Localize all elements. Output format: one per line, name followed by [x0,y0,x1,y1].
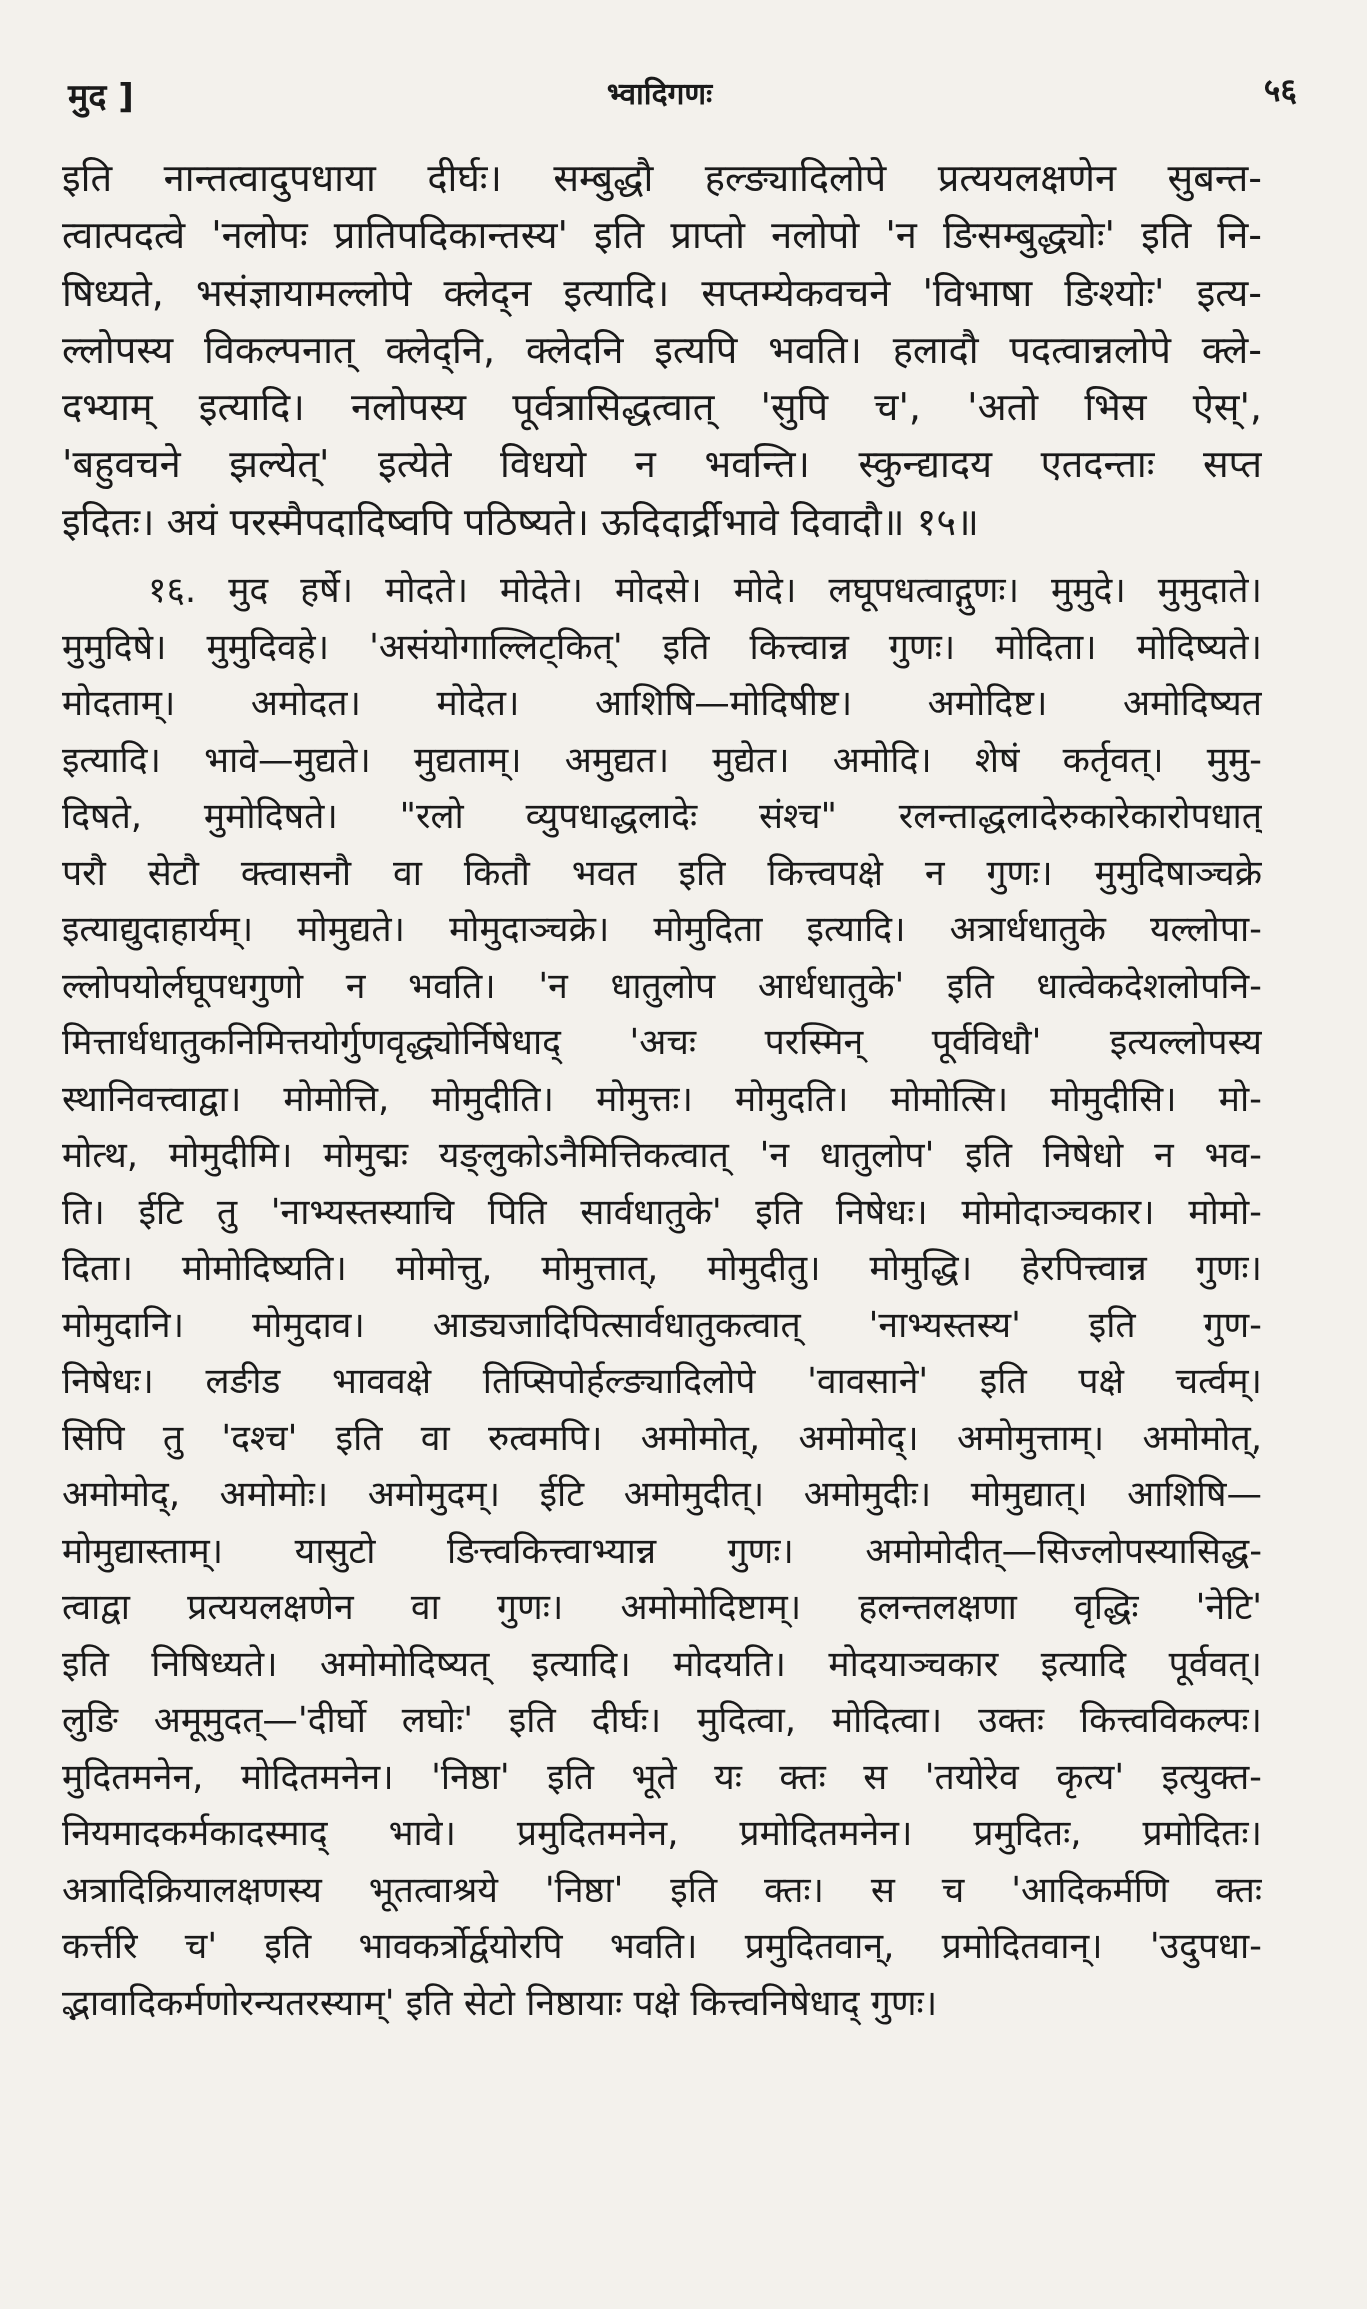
text-line: त्वाद्वा प्रत्ययलक्षणेन वा गुणः। अमोमोदिष्टाम्। हलन्तलक्षणा वृद्धिः 'नेटि' [62,1587,1262,1629]
text-line: ल्लोपयोर्लघूपधगुणो न भवति। 'न धातुलोप आर्धधातुके' इति धात्वेकदेशलोपनि- [62,965,1262,1007]
text-line: मोत्थ, मोमुदीमि। मोमुद्मः यङ्लुकोऽनैमित्तिकत्वात् 'न धातुलोप' इति निषेधो न भव- [62,1135,1262,1177]
text-line: दिषते, मुमोदिषते। "रलो व्युपधाद्धलादेः संश्च" रलन्ताद्धलादेरुकारेकारोपधात् [62,796,1262,838]
body-text [62,150,1262,2032]
header-title: भ्वादिगणः [606,77,713,112]
text-line: सिपि तु 'दश्च' इति वा रुत्वमपि। अमोमोत्, अमोमोद्। अमोमुत्ताम्। अमोमोत्, [62,1417,1262,1459]
text-line: इत्याद्युदाहार्यम्। मोमुद्यते। मोमुदाञ्चक्रे। मोमुदिता इत्यादि। अत्रार्धधातुके यल्लोपा- [62,909,1262,951]
text-line: परौ सेटौ क्त्वासनौ वा कितौ भवत इति कित्त्वपक्षे न गुणः। मुमुदिषाञ्चक्रे [62,852,1262,894]
text-line: नियमादकर्मकादस्माद् भावे। प्रमुदितमनेन, प्रमोदितमनेन। प्रमुदितः, प्रमोदितः। [62,1813,1262,1855]
paragraph-16 [62,563,1262,2032]
text-line: ति। ईटि तु 'नाभ्यस्तस्याचि पिति सार्वधातुके' इति निषेधः। मोमोदाञ्चकार। मोमो- [62,1191,1262,1233]
text-line: निषेधः। लङीड भाववक्षे तिप्सिपोर्हल्ङ्यादिलोपे 'वावसाने' इति पक्षे चर्त्वम्। [62,1361,1262,1403]
running-header [62,60,1297,130]
text-line: द्भावादिकर्मणोरन्यतरस्याम्' इति सेटो निष्ठायाः पक्षे कित्त्वनिषेधाद् गुणः। [62,1982,938,2024]
text-line: त्वात्पदत्वे 'नलोपः प्रातिपदिकान्तस्य' इति प्राप्तो नलोपो 'न ङिसम्बुद्ध्योः' इति नि- [62,213,1262,258]
text-line: इत्यादि। भावे—मुद्यते। मुद्यताम्। अमुद्यत। मुद्येत। अमोदि। शेषं कर्तृवत्। मुमु- [62,739,1262,781]
text-line: 'बहुवचने झल्येत्' इत्येते विधयो न भवन्ति। स्कुन्द्यादय एतदन्ताः सप्त [62,442,1262,487]
text-line: ल्लोपस्य विकल्पनात् क्लेद्नि, क्लेदनि इत्यपि भवति। हलादौ पदत्वान्नलोपे क्ले- [62,327,1262,372]
text-line: लुङि अमूमुदत्—'दीर्घो लघोः' इति दीर्घः। मुदित्वा, मोदित्वा। उक्तः कित्त्वविकल्पः। [62,1700,1262,1742]
text-line: मुदितमनेन, मोदितमनेन। 'निष्ठा' इति भूते यः क्तः स 'तयोरेव कृत्य' इत्युक्त- [62,1756,1262,1798]
text-line: मोदताम्। अमोदत। मोदेत। आशिषि—मोदिषीष्ट। अमोदिष्ट। अमोदिष्यत [62,683,1262,725]
text-line: मुमुदिषे। मुमुदिवहे। 'असंयोगाल्लिट्कित्' इति कित्त्वान्न गुणः। मोदिता। मोदिष्यते। [62,626,1262,668]
text-line: मित्तार्धधातुकनिमित्तयोर्गुणवृद्ध्योर्निषेधाद् 'अचः परस्मिन् पूर्वविधौ' इत्यल्लोपस्य [62,1022,1262,1064]
text-line: अत्रादिक्रियालक्षणस्य भूतत्वाश्रये 'निष्ठा' इति क्तः। स च 'आदिकर्मणि क्तः [62,1869,1262,1911]
paragraph-15 [62,150,1262,551]
text-line: १६. मुद हर्षे। मोदते। मोदेते। मोदसे। मोदे। लघूपधत्वाद्गुणः। मुमुदे। मुमुदाते। [148,570,1262,612]
text-line: अमोमोद्, अमोमोः। अमोमुदम्। ईटि अमोमुदीत्। अमोमुदीः। मोमुद्यात्। आशिषि— [62,1474,1262,1516]
text-line: स्थानिवत्त्वाद्वा। मोमोत्ति, मोमुदीति। मोमुत्तः। मोमुदति। मोमोत्सि। मोमुदीसि। मो- [62,1078,1262,1120]
text-line: इदितः। अयं परस्मैपदादिष्वपि पठिष्यते। ऊदिदार्द्रीभावे दिवादौ॥ १५॥ [62,499,979,544]
header-left: मुद ] [68,77,134,117]
text-line: षिध्यते, भसंज्ञायामल्लोपे क्लेद्न इत्यादि। सप्तम्येकवचने 'विभाषा ङिश्योः' इत्य- [62,270,1262,315]
text-line: इति निषिध्यते। अमोमोदिष्यत् इत्यादि। मोदयति। मोदयाञ्चकार इत्यादि पूर्ववत्। [62,1643,1262,1685]
text-line: मोमुदानि। मोमुदाव। आड्यजादिपित्सार्वधातुकत्वात् 'नाभ्यस्तस्य' इति गुण- [62,1304,1262,1346]
text-line: मोमुद्यास्ताम्। यासुटो ङित्त्वकित्त्वाभ्यान्न गुणः। अमोमोदीत्—सिज्लोपस्यासिद्ध- [62,1530,1262,1572]
text-line: इति नान्तत्वादुपधाया दीर्घः। सम्बुद्धौ हल्ङ्यादिलोपे प्रत्ययलक्षणेन सुबन्त- [62,156,1262,200]
text-line: दभ्याम् इत्यादि। नलोपस्य पूर्वत्रासिद्धत्वात् 'सुपि च', 'अतो भिस ऐस्', [62,385,1262,430]
text-line: कर्त्तरि च' इति भावकर्त्रोर्द्वयोरपि भवति। प्रमुदितवान्, प्रमोदितवान्। 'उदुपधा- [62,1926,1262,1968]
text-line: दिता। मोमोदिष्यति। मोमोत्तु, मोमुत्तात्, मोमुदीतु। मोमुद्धि। हेरपित्त्वान्न गुणः। [62,1248,1262,1290]
page-number: ५६ [1263,71,1297,109]
